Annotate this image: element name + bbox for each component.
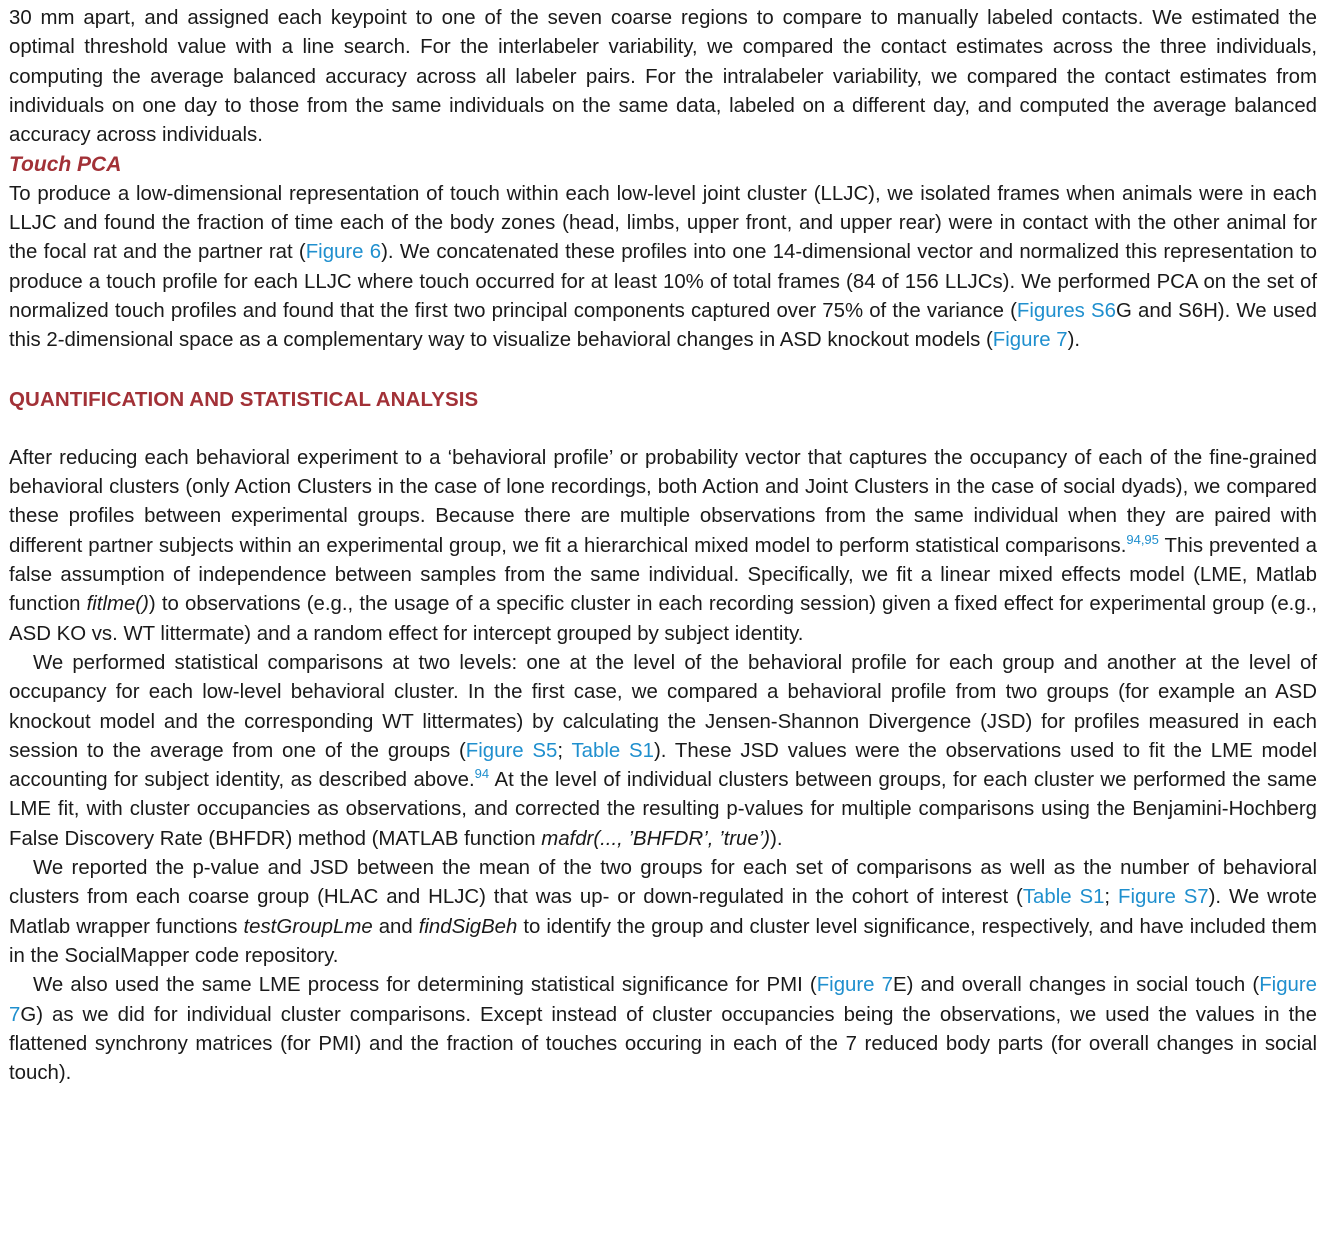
text-run: and [372,915,419,938]
text-run: G) as we did for individual cluster comparisons. Except instead of cluster occupancies being the observations, we used the values in the flattened synchrony matrices (for PMI) and the fraction of touches occuring in each of the 7 reduced body parts (for overall changes in social touch). [9,1003,1317,1085]
text-run: ). [1067,329,1081,352]
text-run: This prevented a false assumption of independence between samples from the same individual. Specifically, we fit a linear mixed effects model (LME, Matlab function [9,534,1317,616]
paragraph-mixed-model [9,444,1317,649]
text-run: ). [770,827,783,850]
paragraph-touch-pca [9,180,1317,356]
section-heading-quantification: QUANTIFICATION AND STATISTICAL ANALYSIS [9,387,479,411]
text-run: E) and overall changes in social touch ( [893,974,1260,997]
figure-s7-link[interactable]: Figure S7 [1118,886,1209,909]
subheading-touch-pca: Touch PCA [9,153,122,177]
function-name: mafdr(..., ’BHFDR’, ’true’) [541,827,771,850]
figures-s6-link[interactable]: Figures S6 [1016,299,1116,322]
paragraph-pmi-touch [9,971,1317,1088]
function-name: findSigBeh [418,915,518,938]
figure-7g-link[interactable]: Figure 7 [9,974,1317,1026]
table-s1-link[interactable]: Table S1 [1022,886,1105,909]
figure-s5-link[interactable]: Figure S5 [465,739,558,762]
figure-6-link[interactable]: Figure 6 [305,241,382,264]
table-s1-link[interactable]: Table S1 [571,739,654,762]
paragraph-reporting [9,854,1317,971]
figure-7e-link[interactable]: Figure 7 [816,974,893,997]
text-run: To produce a low-dimensional representation of touch within each low-level joint cluster (LLJC), we isolated frames when animals were in each LLJC and found the fraction of time each of the body zones (head, limbs, upper front, and upper rear) were in contact with the other animal for the focal rat and the partner rat ( [9,182,1317,264]
section-spacer [9,414,1317,444]
function-name: testGroupLme [243,915,373,938]
text-run: We reported the p-value and JSD between the mean of the two groups for each set of comparisons as well as the number of behavioral clusters from each coarse group (HLAC and HLJC) that was up- or down-regulated in the cohort of interest ( [9,857,1317,909]
text-run: We performed statistical comparisons at two levels: one at the level of the behavioral profile for each group and another at the level of occupancy for each low-level behavioral cluster. In the first case, we compared a behavioral profile from two groups (for example an ASD knockout model and the corresponding WT littermates) by calculating the Jensen-Shannon Divergence (JSD) for profiles measured in each session to the average from one of the groups ( [9,651,1317,762]
text-run: After reducing each behavioral experiment to a ‘behavioral profile’ or probability vector that captures the occupancy of each of the fine-grained behavioral clusters (only Action Clusters in the case of lone recordings, both Action and Joint Clusters in the case of social dyads), we compared these profiles between experimental groups. Because there are multiple observations from the same individual when they are paired with different partner subjects within an experimental group, we fit a hierarchical mixed model to perform statistical comparisons. [9,446,1317,557]
text-run: ). We concatenated these profiles into one 14-dimensional vector and normalized this representation to produce a touch profile for each LLJC where touch occurred for at least 10% of total frames (84 of 156 LLJCs). We performed PCA on the set of normalized touch profiles and found that the first two principal components captured over 75% of the variance ( [9,241,1317,322]
article-page [9,4,1317,1088]
reference-94-95-link[interactable]: 94,95 [1126,531,1159,547]
text-run: ) to observations (e.g., the usage of a specific cluster in each recording session) given a fixed effect for experimental group (e.g., ASD KO vs. WT littermate) and a random effect for intercept grouped by subject identity. [9,593,1317,645]
figure-7-link[interactable]: Figure 7 [992,329,1068,352]
reference-94-link[interactable]: 94 [474,766,490,782]
paragraph-two-levels [9,649,1317,854]
text-run: 30 mm apart, and assigned each keypoint to one of the seven coarse regions to compare to manually labeled contacts. We estimated the optimal threshold value with a line search. For the interlabeler variability, we compared the contact estimates across the three individuals, computing the average balanced accuracy across all labeler pairs. For the intralabeler variability, we compared the contact estimates from individuals on one day to those from the same individuals on the same data, labeled on a different day, and computed the average balanced accuracy across individuals. [9,7,1317,147]
function-name: fitlme() [86,593,149,616]
text-run: We also used the same LME process for determining statistical significance for PMI ( [33,974,817,997]
paragraph-contact-estimation [9,4,1317,150]
text-run: ; [557,739,572,762]
text-run: to identify the group and cluster level significance, respectively, and have included them in the SocialMapper code repository. [9,915,1317,967]
text-run: ). We wrote Matlab wrapper functions [9,886,1317,938]
text-run: ). These JSD values were the observations used to fit the LME model accounting for subject identity, as described above. [9,739,1318,792]
text-run: At the level of individual clusters between groups, for each cluster we performed the same LME fit, with cluster occupancies as observations, and corrected the resulting p-values for multiple comparisons using the Benjamini-Hochberg False Discovery Rate (BHFDR) method (MATLAB function [9,769,1317,850]
text-run: G and S6H). We used this 2-dimensional space as a complementary way to visualize behavioral changes in ASD knockout models ( [9,299,1317,352]
text-run: ; [1104,886,1118,909]
